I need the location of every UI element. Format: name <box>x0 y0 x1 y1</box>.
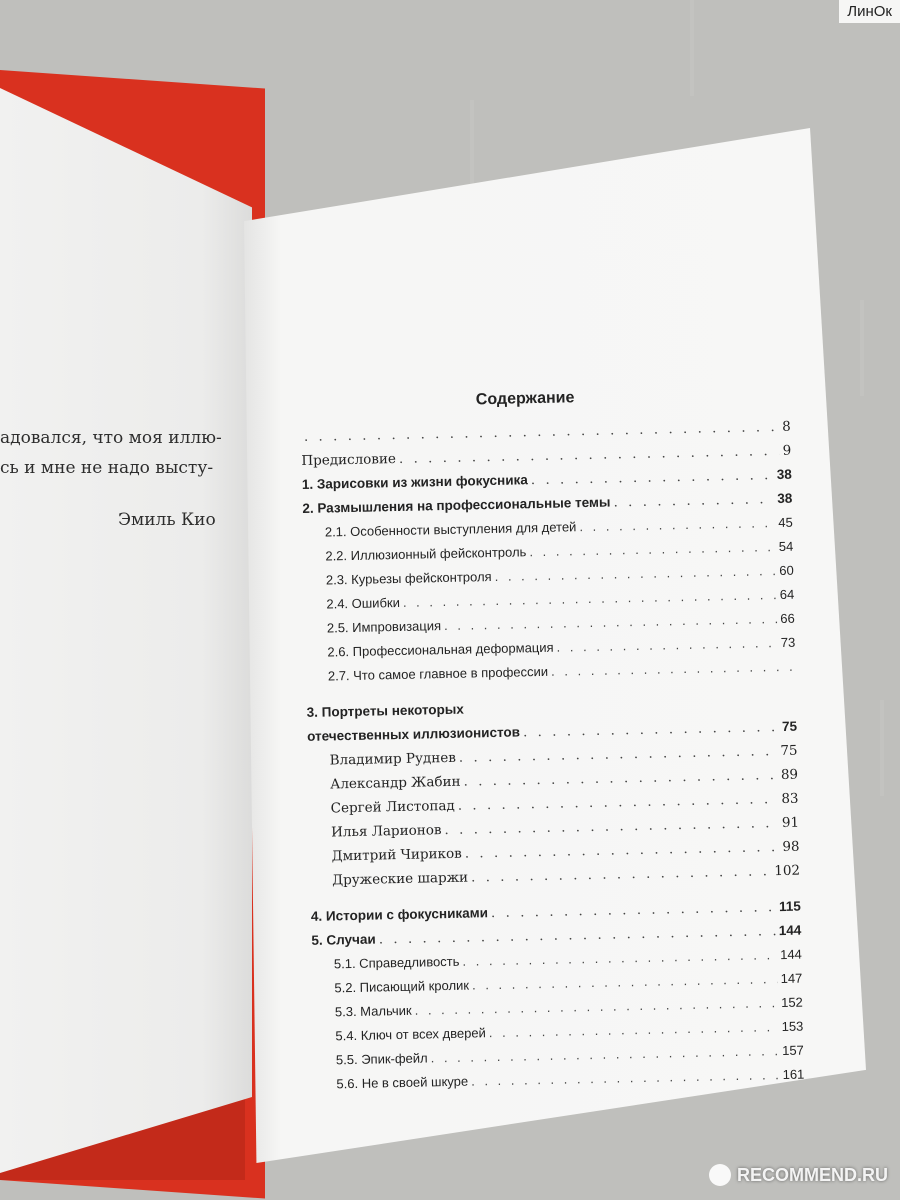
toc-page-number: 152 <box>780 994 803 1011</box>
toc-page-number: 115 <box>778 898 801 915</box>
toc-entry-label: 2.4. Ошибки <box>326 594 401 612</box>
brick-joint <box>690 0 694 96</box>
toc-page-number: 147 <box>780 970 803 987</box>
toc-entry-label: 2.3. Курьезы фейсконтроля <box>325 569 492 588</box>
toc-entry-label: 2. Размышления на профессиональные темы <box>302 494 611 516</box>
toc-entry-label: 4. Истории с фокусниками <box>310 905 489 924</box>
toc-entry-label: 2.6. Профессиональная деформация <box>327 639 554 660</box>
brick-joint <box>470 100 474 196</box>
toc-page-number: 89 <box>780 766 799 784</box>
toc-page-number: 38 <box>776 466 792 483</box>
toc-page-number: 157 <box>781 1042 804 1059</box>
toc-entry-label: 5.1. Справедливость <box>333 953 460 972</box>
left-page-line-1: адовался, что моя иллю- <box>0 428 222 448</box>
toc-entry-label: 5.4. Ключ от всех дверей <box>335 1025 486 1044</box>
toc-page-number: 75 <box>781 718 798 734</box>
toc-page-number: 64 <box>779 586 795 602</box>
toc-page-number: 161 <box>782 1066 805 1083</box>
toc-page-number: 8 <box>782 418 791 435</box>
toc-entry-label: Предисловие <box>301 451 397 469</box>
toc-entry-label: Дмитрий Чириков <box>331 845 462 865</box>
toc-page-number: 153 <box>781 1018 804 1035</box>
left-page-author: Эмиль Кио <box>118 510 216 530</box>
watermark-site <box>709 1164 888 1186</box>
toc-entry-label: Сергей Листопад <box>330 797 455 817</box>
toc-page-number: 102 <box>774 862 801 880</box>
toc-page-number: 98 <box>782 838 800 855</box>
toc-entry-label: 5.6. Не в своей шкуре <box>336 1073 469 1092</box>
table-of-contents <box>300 385 805 1097</box>
toc-entry-label: Илья Ларионов <box>331 822 442 841</box>
left-page <box>0 88 252 1173</box>
toc-entry-label: 1. Зарисовки из жизни фокусника <box>301 472 528 492</box>
toc-entry-label: 2.2. Иллюзионный фейсконтроль <box>325 544 527 564</box>
toc-page-number: 83 <box>781 790 799 808</box>
watermark-username: ЛинОк <box>839 0 900 23</box>
toc-page-number: 144 <box>778 922 802 939</box>
toc-entry-label: 2.7. Что самое главное в профессии <box>327 663 549 684</box>
toc-page-number: 9 <box>782 442 792 459</box>
toc-leader-dots <box>613 487 774 514</box>
toc-entry-label: отечественных иллюзионистов <box>306 724 521 744</box>
toc-page-number: 66 <box>780 610 795 626</box>
toc-title: Содержание <box>475 389 575 409</box>
toc-entry-label: 5.2. Писающий кролик <box>334 977 470 996</box>
toc-entry-label: 5.3. Мальчик <box>334 1002 412 1020</box>
toc-entry-label: 5.5. Эпик-фейл <box>335 1050 428 1068</box>
toc-page-number: 144 <box>779 946 802 963</box>
toc-page-number: 60 <box>779 562 794 578</box>
toc-page-number: 75 <box>780 742 798 760</box>
toc-page-number: 38 <box>777 490 793 507</box>
toc-entry-label: 2.5. Импровизация <box>326 618 442 636</box>
left-page-line-2: сь и мне не надо высту- <box>0 458 214 478</box>
toc-entry-label: Владимир Руднев <box>329 749 457 769</box>
toc-page-number: 73 <box>780 634 796 650</box>
recommend-logo-icon <box>709 1164 731 1186</box>
toc-page-number: 91 <box>781 814 800 832</box>
toc-entry-label: Дружеские шаржи <box>332 869 469 889</box>
toc-entry-label: Александр Жабин <box>329 773 461 793</box>
toc-entry-label: 3. Портреты некоторых <box>306 701 465 720</box>
brick-joint <box>880 700 884 796</box>
toc-entry-label: 5. Случаи <box>311 931 376 948</box>
brick-joint <box>860 300 864 396</box>
toc-page-number: 54 <box>778 538 794 555</box>
toc-entry-label: 2.1. Особенности выступления для детей <box>324 519 577 540</box>
toc-page-number: 45 <box>778 514 793 531</box>
toc-leader-dots <box>551 655 793 684</box>
watermark-site-text: RECOMMEND.RU <box>737 1164 888 1185</box>
toc-entries <box>301 439 804 1097</box>
